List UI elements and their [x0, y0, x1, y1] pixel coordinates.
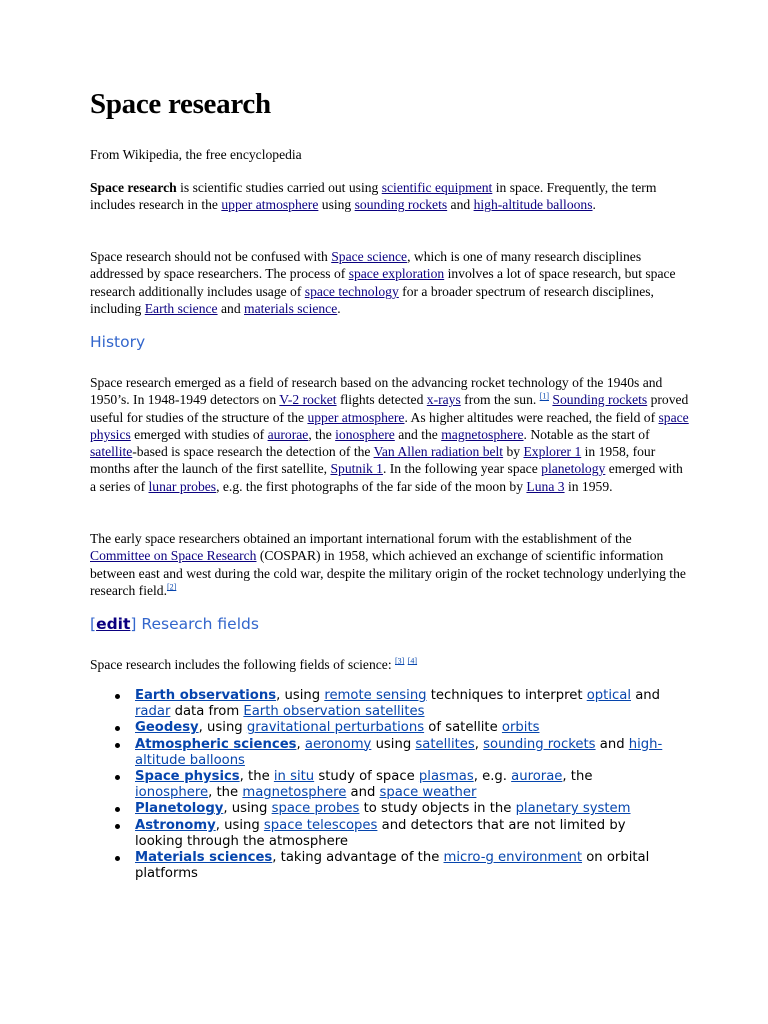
wiki-link[interactable]: Earth science: [144, 300, 218, 316]
text-run: , using: [215, 817, 264, 833]
text-run: .: [592, 197, 596, 213]
wiki-link[interactable]: space physics: [90, 409, 689, 442]
text-run: emerged with studies of: [130, 426, 268, 442]
text-run: . As higher altitudes were reached, the field of: [404, 409, 659, 425]
text-run: by: [503, 444, 524, 460]
bold-term: [135, 737, 297, 752]
site-subtitle: From Wikipedia, the free encyclopedia: [90, 147, 302, 162]
wiki-link[interactable]: Atmospheric sciences: [135, 736, 297, 752]
citation-ref: [540, 392, 549, 401]
wiki-link[interactable]: in situ: [273, 769, 315, 785]
research-fields-heading: [90, 615, 259, 633]
distinction-paragraph: [90, 248, 690, 317]
wiki-link[interactable]: Committee on Space Research: [90, 548, 257, 564]
wiki-link[interactable]: ionosphere: [335, 426, 395, 442]
bold-term: Space research: [90, 180, 177, 195]
wiki-link[interactable]: satellite: [90, 444, 133, 460]
wiki-link[interactable]: gravitational perturbations: [246, 720, 425, 736]
list-item: [110, 850, 670, 882]
text-run: Space research should not be confused with: [90, 249, 332, 264]
text-run: ,: [474, 736, 484, 752]
wiki-link[interactable]: magnetosphere: [441, 426, 524, 442]
text-run: , which is one of many research disciplines addressed by space researchers. The process of: [90, 249, 642, 282]
wiki-link[interactable]: satellites: [415, 736, 475, 752]
bold-term: [135, 769, 240, 784]
text-run: , e.g.: [473, 769, 512, 785]
bold-term: [135, 850, 272, 865]
text-run: using: [371, 736, 416, 752]
text-run: and: [447, 197, 474, 213]
text-run: in space. Frequently, the term includes research in the: [90, 180, 657, 213]
text-run: techniques to interpret: [426, 688, 587, 703]
text-run: data from: [170, 704, 244, 720]
text-run: (COSPAR) in 1958, which achieved an exchange of scientific information between east and west during the cold war, despite the military origin of the rocket technology underlying the research field.: [90, 548, 686, 598]
wiki-link[interactable]: high-altitude balloons: [135, 736, 663, 768]
wiki-link[interactable]: Space physics: [135, 769, 240, 785]
text-run: , using: [276, 688, 325, 703]
wiki-link[interactable]: Sputnik 1: [330, 461, 383, 477]
text-run: , the: [208, 785, 243, 801]
text-run: in 1959.: [564, 478, 613, 494]
text-run: flights detected: [336, 392, 427, 408]
text-run: Space research emerged as a field of research based on the advancing rocket technology of the 1940s and 1950’s. In 1948-1949 detectors on: [90, 375, 663, 408]
text-run: in 1958, four months after the launch of the first satellite,: [90, 444, 656, 477]
wiki-link[interactable]: Luna 3: [526, 478, 565, 494]
citation-link[interactable]: [3]: [395, 656, 405, 666]
list-item: [110, 769, 670, 801]
wiki-link[interactable]: space weather: [379, 785, 477, 801]
bold-term: [135, 688, 276, 703]
text-run: Space research includes the following fields of science:: [90, 657, 395, 672]
intro-paragraph: [90, 179, 690, 214]
text-run: for a broader spectrum of research disciplines, including: [90, 283, 654, 316]
wiki-link[interactable]: aurorae: [267, 426, 309, 442]
wiki-link[interactable]: orbits: [501, 720, 540, 736]
text-run: , e.g. the first photographs of the far side of the moon by: [216, 478, 527, 494]
wiki-link[interactable]: upper atmosphere: [307, 409, 405, 425]
text-run: , the: [239, 769, 274, 785]
wiki-link[interactable]: micro-g environment: [443, 850, 583, 866]
list-item: [110, 737, 670, 769]
citation-link[interactable]: [2]: [166, 582, 177, 592]
wiki-link[interactable]: sounding rockets: [354, 197, 448, 213]
text-run: , the: [308, 426, 336, 442]
text-run: using: [318, 197, 355, 213]
research-fields-list: [110, 688, 670, 882]
wiki-link[interactable]: aeronomy: [304, 736, 372, 752]
text-run: involves a lot of space research, but space research additionally includes usage of: [90, 266, 676, 299]
edit-section-link[interactable]: edit: [96, 615, 131, 633]
wiki-link[interactable]: Earth observations: [135, 688, 277, 703]
history-paragraph-2: [90, 530, 690, 599]
text-run: , using: [223, 801, 272, 817]
wiki-link[interactable]: lunar probes: [148, 478, 217, 494]
text-run: proved useful for studies of the structure of the: [90, 392, 689, 425]
wiki-link[interactable]: planetology: [541, 461, 606, 477]
text-run: and: [631, 688, 661, 703]
bold-term: [135, 720, 199, 735]
wiki-link[interactable]: ionosphere: [135, 785, 209, 801]
wiki-link[interactable]: Geodesy: [135, 720, 199, 736]
citation-ref: [408, 656, 417, 665]
list-item: [110, 818, 670, 850]
bold-term: [135, 801, 223, 816]
text-run: is scientific studies carried out using: [176, 180, 382, 195]
wiki-link[interactable]: plasmas: [418, 769, 474, 785]
wiki-link[interactable]: planetary system: [515, 801, 631, 817]
text-run: and: [595, 736, 629, 752]
wiki-link[interactable]: optical: [586, 688, 631, 703]
citation-link[interactable]: [4]: [407, 656, 418, 666]
history-paragraph-1: [90, 374, 690, 495]
text-run: on orbital platforms: [135, 850, 650, 882]
edit-bracket-open: [: [90, 615, 97, 633]
wiki-link[interactable]: high-altitude balloons: [473, 197, 593, 213]
text-run: . Notable as the start of: [523, 426, 650, 442]
text-run: , taking advantage of the: [272, 850, 444, 866]
wiki-link[interactable]: space telescopes: [263, 817, 378, 833]
citation-link[interactable]: [1]: [539, 391, 550, 401]
wiki-link[interactable]: Van Allen radiation belt: [373, 444, 504, 460]
page-title: Space research: [90, 88, 271, 120]
text-run: . In the following year space: [382, 461, 542, 477]
wiki-link[interactable]: V-2 rocket: [279, 392, 337, 408]
text-run: , the: [562, 769, 593, 785]
wiki-link[interactable]: Earth observation satellites: [243, 704, 425, 720]
wiki-link[interactable]: remote sensing: [324, 688, 427, 703]
wiki-link[interactable]: Space science: [331, 249, 408, 264]
citation-ref: [395, 656, 404, 665]
wiki-link[interactable]: Sounding rockets: [552, 392, 648, 408]
text-run: -based is space research the detection of the: [132, 444, 374, 460]
wiki-link[interactable]: materials science: [244, 300, 338, 316]
text-run: from the sun.: [460, 392, 540, 408]
citation-ref: [167, 582, 176, 591]
research-fields-title: Research fields: [136, 615, 259, 633]
text-run: and: [217, 300, 245, 316]
text-run: , using: [198, 720, 247, 736]
wiki-link[interactable]: radar: [135, 704, 171, 720]
text-run: ,: [296, 736, 305, 752]
edit-bracket-close: ]: [130, 615, 137, 633]
wiki-link[interactable]: Astronomy: [135, 817, 216, 833]
text-run: and the: [394, 426, 442, 442]
wiki-link[interactable]: scientific equipment: [381, 180, 493, 195]
list-item: [110, 801, 670, 817]
text-run: of satellite: [424, 720, 502, 736]
fields-intro-paragraph: [90, 656, 690, 673]
list-item: [110, 688, 670, 720]
history-heading: History: [90, 333, 146, 351]
text-run: and: [346, 785, 380, 801]
wiki-link[interactable]: x-rays: [426, 392, 461, 408]
text-run: and detectors that are not limited by looking through the atmosphere: [135, 817, 626, 849]
list-item: [110, 720, 670, 736]
bold-term: [135, 818, 216, 833]
text-run: .: [337, 300, 341, 316]
text-run: to study objects in the: [359, 801, 516, 817]
wiki-link[interactable]: sounding rockets: [483, 736, 596, 752]
wiki-link[interactable]: Explorer 1: [523, 444, 582, 460]
text-run: The early space researchers obtained an important international forum with the establishment of the: [90, 531, 632, 546]
text-run: emerged with a series of: [90, 461, 683, 494]
text-run: study of space: [314, 769, 419, 785]
wiki-link[interactable]: Planetology: [135, 801, 224, 817]
wiki-link[interactable]: aurorae: [511, 769, 563, 785]
wiki-link[interactable]: space exploration: [348, 266, 445, 282]
wiki-link[interactable]: upper atmosphere: [221, 197, 319, 213]
wiki-link[interactable]: Materials sciences: [135, 850, 273, 866]
wiki-link[interactable]: space technology: [304, 283, 399, 299]
wiki-link[interactable]: space probes: [271, 801, 360, 817]
wiki-link[interactable]: magnetosphere: [242, 785, 347, 801]
